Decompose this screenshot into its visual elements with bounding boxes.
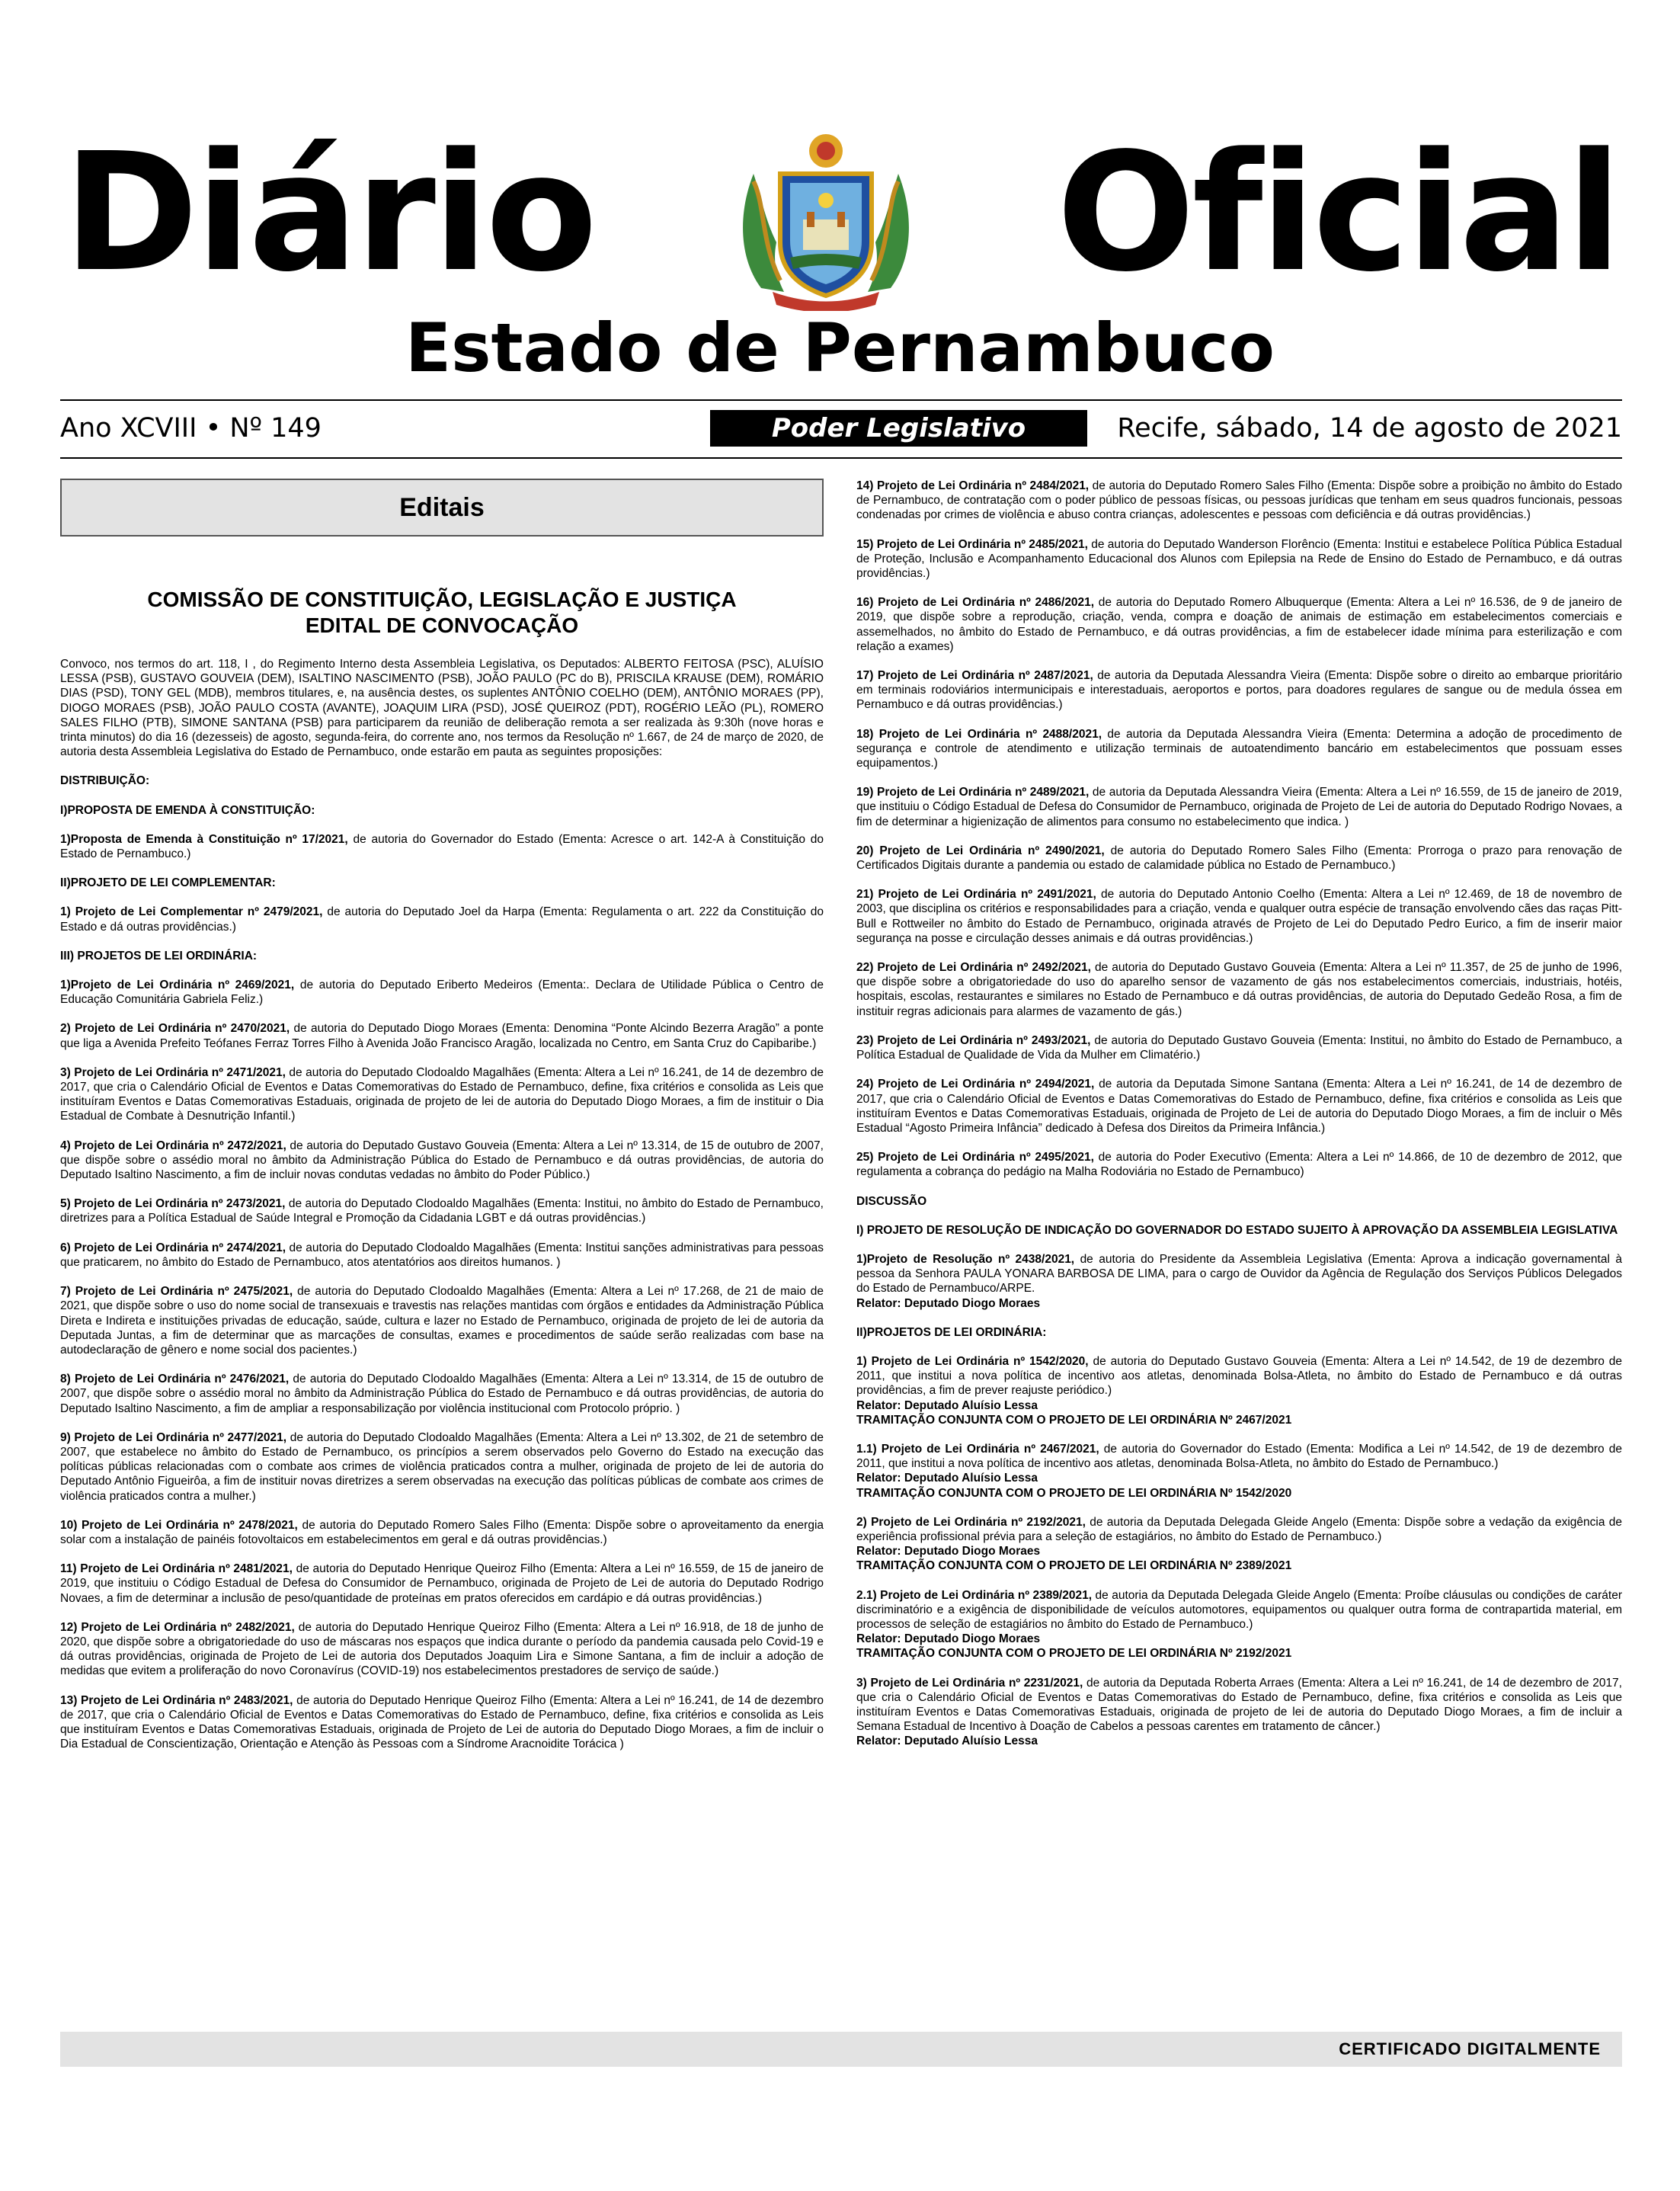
ordinary-heading-2: II)PROJETOS DE LEI ORDINÁRIA:: [856, 1325, 1047, 1339]
list-item: 3) Projeto de Lei Ordinária nº 2231/2021, de autoria da Deputada Roberta Arraes (Ementa: Altera a Lei nº 16.241, de 14 de dezembro de 2017, que cria o Calendário Oficial de Eventos e Datas Comemorativas do Estado de Pernambuco, define, fixa critérios e consolida as Leis que instituíram Eventos e Datas Comemorativas Estaduais, originada de projeto de lei de autoria do Deputado Diogo Moraes, a fim de incluir a Semana Estadual de Incentivo à Doação de Cabelos a pessoas carentes em tratamento de câncer.) Relator: Deputado Aluísio Lessa: [856, 1676, 1622, 1748]
masthead-subtitle: Estado de Pernambuco: [405, 309, 1275, 387]
list-item: 5) Projeto de Lei Ordinária nº 2473/2021, de autoria do Deputado Clodoaldo Magalhães (Ementa: Institui, no âmbito do Estado de Pernambuco, diretrizes para a Política Estadual de Saúde Integral e Promoção da Cidadania LGBT e dá outras providências.): [60, 1197, 824, 1225]
list-item: 14) Projeto de Lei Ordinária nº 2484/2021, de autoria do Deputado Romero Sales Filho (Ementa: Dispõe sobre a proibição no âmbito do Estado de Pernambuco, de contratação com o poder público de pessoas físicas, ou pessoas jurídicas que tenham em seus quadros funcionais, pessoas condenadas por crimes de violência e abuso contra crianças, adolescentes e pessoas com deficiência e dá outras providências.): [856, 479, 1623, 522]
joint-processing-line: TRAMITAÇÃO CONJUNTA COM O PROJETO DE LEI ORDINÁRIA Nº 1542/2020: [856, 1486, 1292, 1500]
document-title-line1: COMISSÃO DE CONSTITUIÇÃO, LEGISLAÇÃO E JUSTIÇA: [147, 588, 737, 611]
discussion-items-list: [856, 1354, 1622, 1749]
masthead: [60, 118, 1622, 308]
bottom-rule: [60, 457, 1622, 459]
right-column: [856, 479, 1622, 1763]
amendment-item: 1)Proposta de Emenda à Constituição nº 17/2021, de autoria do Governador do Estado (Ementa: Acresce o art. 142-A à Constituição do Estado de Pernambuco.): [60, 832, 824, 861]
masthead-title-left: Diário: [63, 118, 595, 308]
list-item: 2.1) Projeto de Lei Ordinária nº 2389/2021, de autoria da Deputada Delegada Gleide Angelo (Ementa: Proíbe cláusulas ou condições de caráter discriminatório e a exigência de disponibilidade de veículos automotores, equipamentos ou qualquer outra forma de contrapartida material, em processos de seleção de estagiários no âmbito do Estado de Pernambuco.) Relator: Deputado Diogo Moraes TRAMITAÇÃO CONJUNTA COM O PROJETO DE LEI ORDINÁRIA Nº 2192/2021: [856, 1588, 1622, 1661]
list-item: 13) Projeto de Lei Ordinária nº 2483/2021, de autoria do Deputado Henrique Queiroz Filho (Ementa: Altera a Lei nº 16.241, de 14 de dezembro de 2017, que cria o Calendário Oficial de Eventos e Datas Comemorativas do Estado de Pernambuco, define, fixa critérios e consolida as Leis que instituíram Eventos e Datas Comemorativas Estaduais, originada de Projeto de Lei de autoria do Deputado Diogo Moraes, a fim de incluir o Dia Estadual de Conscientização, Orientação e Atenção às Pessoas com a Síndrome Aracnoidite Torácica ): [60, 1693, 824, 1751]
distribution-heading: DISTRIBUIÇÃO:: [60, 774, 150, 788]
list-item: 2) Projeto de Lei Ordinária nº 2470/2021, de autoria do Deputado Diogo Moraes (Ementa: Denomina “Ponte Alcindo Bezerra Aragão” a ponte que liga a Avenida Prefeito Teófanes Ferraz Torres Filho à Avenida João Francisco Aragão, localizada no Centro, em Santa Cruz do Capibaribe.): [60, 1022, 824, 1050]
list-item: 7) Projeto de Lei Ordinária nº 2475/2021, de autoria do Deputado Clodoaldo Magalhães (Ementa: Altera a Lei nº 17.268, de 21 de maio de 2021, que dispõe sobre o uso do nome social de transexuais e travestis nas relações mantidas com órgãos e entidades da Administração Pública Direta e Indireta e instituições privadas de educação, saúde, cultura e lazer no Estado de Pernambuco, originada de projeto de lei de autoria da Deputada Juntas, a fim de determinar que as marcações de consultas, exames e procedimentos de saúde serão realizadas com base na autodeclaração de gênero e nome social dos pacientes.): [60, 1285, 824, 1357]
top-rule: [60, 399, 1622, 401]
edition-number: Ano XCVIII • Nº 149: [60, 413, 322, 444]
complementary-item: 1) Projeto de Lei Complementar nº 2479/2021, de autoria do Deputado Joel da Harpa (Ementa: Regulamenta o art. 222 da Constituição do Estado e dá outras providências.): [60, 905, 824, 934]
masthead-title-right: Oficial: [1056, 118, 1619, 308]
edition-bar: [60, 406, 1622, 450]
list-item: 16) Projeto de Lei Ordinária nº 2486/2021, de autoria do Deputado Romero Albuquerque (Ementa: Altera a Lei nº 16.536, de 9 de janeiro de 2019, que dispõe sobre a reprodução, criação, venda, compra e doação de animais de estimação em estabelecimentos comerciais e assemelhados, no âmbito do Estado de Pernambuco, e dá outras providências, a fim de estabelecer idade mínima para esterilização e com relação a exames): [856, 596, 1622, 653]
list-item: 15) Projeto de Lei Ordinária nº 2485/2021, de autoria do Deputado Wanderson Florêncio (Ementa: Institui e estabelece Política Pública Estadual de Proteção, Inclusão e Acompanhamento Educacional dos Alunos com Epilepsia na Rede de Ensino do Estado de Pernambuco, e dá outras providências.): [856, 537, 1622, 581]
amendment-heading: I)PROPOSTA DE EMENDA À CONSTITUIÇÃO:: [60, 803, 315, 817]
joint-processing-line: TRAMITAÇÃO CONJUNTA COM O PROJETO DE LEI ORDINÁRIA Nº 2467/2021: [856, 1413, 1292, 1427]
joint-processing-line: TRAMITAÇÃO CONJUNTA COM O PROJETO DE LEI ORDINÁRIA Nº 2389/2021: [856, 1559, 1292, 1573]
list-item: 19) Projeto de Lei Ordinária nº 2489/2021, de autoria da Deputada Alessandra Vieira (Ementa: Altera a Lei nº 16.559, de 15 de janeiro de 2019, que instituiu o Código Estadual de Defesa do Consumidor de Pernambuco, originada de Projeto de Lei de autoria do Deputado Rodrigo Novaes, a fim de determinar a higienização de alimentos para consumo no estabelecimento que indica. ): [856, 786, 1622, 828]
document-title-line2: EDITAL DE CONVOCAÇÃO: [305, 613, 579, 637]
list-item: 12) Projeto de Lei Ordinária nº 2482/2021, de autoria do Deputado Henrique Queiroz Filho (Ementa: Altera a Lei nº 16.918, de 18 de junho de 2020, que dispõe sobre a obrigatoriedade do uso de máscaras nos espaços que indica durante o período da pandemia causada pelo Covid-19 e dá outras providências, originada de Projeto de Lei de autoria dos Deputados Joaquim Lira e Simone Santana, a fim de incluir a adoção de medidas que evitem a proliferação do novo Coronavírus (COVID-19) nos estabelecimentos prestadores de serviço de saúde.): [60, 1620, 824, 1678]
document-title: [60, 587, 824, 639]
intro-paragraph: Convoco, nos termos do art. 118, I , do Regimento Interno desta Assembleia Legislativa, os Deputados: ALBERTO FEITOSA (PSC), ALUÍSIO LESSA (PSB), GUSTAVO GOUVEIA (DEM), ISALTINO NASCIMENTO (PSB), JOÃO PAULO (PC do B), PRISCILA KRAUSE (DEM), ROMÁRIO DIAS (PSD), TONY GEL (MDB), membros titulares, e, na ausência destes, os suplentes ANTÔNIO COELHO (DEM), ANTÔNIO MORAES (PP), DIOGO MORAES (PSB), JOÃO PAULO COSTA (AVANTE), JOAQUIM LIRA (PSD), JOSÉ QUEIROZ (PDT), ROGÉRIO LEÃO (PL), ROMERO SALES FILHO (PTB), SIMONE SANTANA (PSB) para participarem da reunião de deliberação remota a ser realizada às 9:30h (nove horas e trinta minutos) do dia 16 (dezesseis) de agosto, segunda-feira, do corrente ano, nos termos da Resolução nº 1.667, de 24 de março de 2020, de autoria desta Assembleia Legislativa do Estado de Pernambuco, onde estarão em pauta as seguintes proposições:: [60, 658, 824, 759]
relator-line: Relator: Deputado Aluísio Lessa: [856, 1735, 1038, 1748]
joint-processing-line: TRAMITAÇÃO CONJUNTA COM O PROJETO DE LEI ORDINÁRIA Nº 2192/2021: [856, 1647, 1292, 1661]
relator-line: Relator: Deputado Aluísio Lessa: [856, 1472, 1038, 1485]
relator-line: Relator: Deputado Diogo Moraes: [856, 1632, 1041, 1646]
list-item: 1) Projeto de Lei Ordinária nº 1542/2020, de autoria do Deputado Gustavo Gouveia (Ementa: Altera a Lei nº 14.542, de 19 de dezembro de 2011, que institui a nova política de incentivo aos atletas, denominada Bolsa-Atleta, no âmbito do Estado de Pernambuco e dá outras providências, a fim de prever reajuste periódico.) Relator: Deputado Aluísio Lessa TRAMITAÇÃO CONJUNTA COM O PROJETO DE LEI ORDINÁRIA Nº 2467/2021: [856, 1354, 1622, 1427]
list-item: 22) Projeto de Lei Ordinária nº 2492/2021, de autoria do Deputado Gustavo Gouveia (Ementa: Altera a Lei nº 11.357, de 25 de junho de 1996, que dispõe sobre a obrigatoriedade do uso do aparelho sensor de vazamento de gás nos estabelecimentos comerciais, industriais, hotéis, hospitais, escolas, restaurantes e similares no Estado de Pernambuco e dá outras providências, de autoria do Deputado Gedeão Rosa, a fim de instituir regras adicionais para alarmes de vazamento de gás.): [856, 961, 1623, 1018]
footer-bar: [60, 2032, 1622, 2067]
list-item: 20) Projeto de Lei Ordinária nº 2490/2021, de autoria do Deputado Romero Sales Filho (Ementa: Prorroga o prazo para renovação de Certificados Digitais durante a pandemia ou estado de calamidade pública no Estado de Pernambuco.): [856, 844, 1622, 873]
relator-line: Relator: Deputado Diogo Moraes: [856, 1545, 1041, 1558]
digital-certificate-label: CERTIFICADO DIGITALMENTE: [1339, 2039, 1601, 2058]
list-item: 21) Projeto de Lei Ordinária nº 2491/2021, de autoria do Deputado Antonio Coelho (Ementa: Altera a Lei nº 12.469, de 18 de novembro de 2003, que disciplina os critérios e responsabilidades para a criação, venda e qualquer outra espécie de transação envolvendo cães das raças Pitt-Bull e Rottweiler no âmbito do Estado de Pernambuco, originada através de Projeto de Lei do Deputado Pedro Eurico, a fim de inserir maior segurança na posse e circulação desses animais e dá outras providências.): [856, 888, 1622, 945]
ordinary-heading: III) PROJETOS DE LEI ORDINÁRIA:: [60, 949, 258, 963]
list-item: 23) Projeto de Lei Ordinária nº 2493/2021, de autoria do Deputado Gustavo Gouveia (Ementa: Institui, no âmbito do Estado de Pernambuco, a Política Estadual de Qualidade de Vida da Mulher em Climatério.): [856, 1033, 1623, 1062]
list-item: 10) Projeto de Lei Ordinária nº 2478/2021, de autoria do Deputado Romero Sales Filho (Ementa: Dispõe sobre o aproveitamento da energia solar com a instalação de painéis fotovoltaicos em estabelecimentos em geral e dá outras providências.): [60, 1518, 824, 1546]
list-item: 8) Projeto de Lei Ordinária nº 2476/2021, de autoria do Deputado Clodoaldo Magalhães (Ementa: Altera a Lei nº 13.314, de 15 de outubro de 2007, que dispõe sobre o assédio moral no âmbito da Administração Pública do Estado de Pernambuco e dá outras providências, de autoria do Deputado Isaltino Nascimento, a fim de ampliar a responsabilização por violência institucional com Protocolo próprio. ): [60, 1373, 824, 1415]
list-item: 11) Projeto de Lei Ordinária nº 2481/2021, de autoria do Deputado Henrique Queiroz Filho (Ementa: Altera a Lei nº 16.559, de 15 de janeiro de 2019, que instituiu o Código Estadual de Defesa do Consumidor de Pernambuco, originada de Projeto de Lei de autoria do Deputado Rodrigo Novaes, a fim de determinar a inclusão de peso/quantidade de proteínas em pratos oferecidos em cardápio e dá outras providências.): [60, 1562, 824, 1605]
list-item: 1.1) Projeto de Lei Ordinária nº 2467/2021, de autoria do Governador do Estado (Ementa: Modifica a Lei nº 14.542, de 19 de dezembro de 2011, que institui a nova política de incentivo aos atletas, denominada Bolsa-Atleta, no âmbito do Estado de Pernambuco.) Relator: Deputado Aluísio Lessa TRAMITAÇÃO CONJUNTA COM O PROJETO DE LEI ORDINÁRIA Nº 1542/2020: [856, 1442, 1622, 1500]
list-item: 24) Projeto de Lei Ordinária nº 2494/2021, de autoria da Deputada Simone Santana (Ementa: Altera a Lei nº 16.241, de 14 de dezembro de 2017, que cria o Calendário Oficial de Eventos e Datas Comemorativas do Estado de Pernambuco, define, fixa critérios e consolida as Leis que instituíram Eventos e Datas Comemorativas Estaduais, originada de Projeto de Lei de autoria do Deputado Diogo Moraes, a fim de incluir o Mês Estadual “Agosto Primeira Infância” dedicado à Defesa dos Direitos da Primeira Infância.): [856, 1078, 1622, 1135]
discussion-heading: DISCUSSÃO: [856, 1194, 927, 1208]
list-item: 2) Projeto de Lei Ordinária nº 2192/2021, de autoria da Deputada Delegada Gleide Angelo (Ementa: Dispõe sobre a vedação da exigência de experiência profissional prévia para a seleção de estagiários, no âmbito do Estado de Pernambuco.) Relator: Deputado Diogo Moraes TRAMITAÇÃO CONJUNTA COM O PROJETO DE LEI ORDINÁRIA Nº 2389/2021: [856, 1515, 1622, 1573]
pernambuco-coat-of-arms-icon: [731, 128, 921, 311]
list-item: 9) Projeto de Lei Ordinária nº 2477/2021, de autoria do Deputado Clodoaldo Magalhães (Ementa: Altera a Lei nº 13.302, de 21 de setembro de 2007, que estabelece no âmbito do Estado de Pernambuco, os princípios a serem observados pelo Governo do Estado na execução das políticas públicas relacionadas com o combate aos crimes de violência praticados contra a mulher, originada de projeto de lei de autoria do Deputado Antônio Figueirôa, a fim de instituir novas diretrizes a serem observadas na execução das políticas públicas de combate aos crimes de violência praticados contra a mulher.): [60, 1430, 824, 1503]
left-items-list: [60, 978, 824, 1751]
branch-label: Poder Legislativo: [710, 410, 1087, 447]
list-item: 1)Projeto de Lei Ordinária nº 2469/2021, de autoria do Deputado Eriberto Medeiros (Ementa:. Declara de Utilidade Pública o Centro de Educação Comunitária Gabriela Feliz.): [60, 979, 824, 1007]
list-item: 3) Projeto de Lei Ordinária nº 2471/2021, de autoria do Deputado Clodoaldo Magalhães (Ementa: Altera a Lei nº 16.241, de 14 de dezembro de 2017, que cria o Calendário Oficial de Eventos e Datas Comemorativas do Estado de Pernambuco, define, fixa critérios e consolida as Leis que instituíram Eventos e Datas Comemorativas Estaduais, originada de projeto de lei de autoria do Deputado Diogo Moraes, a fim de instituir o Dia Estadual de Combate à Desnutrição Infantil.): [60, 1065, 824, 1123]
edition-date: Recife, sábado, 14 de agosto de 2021: [1117, 413, 1622, 444]
resolution-heading: I) PROJETO DE RESOLUÇÃO DE INDICAÇÃO DO GOVERNADOR DO ESTADO SUJEITO À APROVAÇÃO DA ASSEMBLEIA LEGISLATIVA: [856, 1223, 1618, 1237]
list-item: 18) Projeto de Lei Ordinária nº 2488/2021, de autoria da Deputada Alessandra Vieira (Ementa: Determina a adoção de procedimento de segurança e controle de atendimento e utilização terminais de autoatendimento bancário em estabelecimentos que possuam esses equipamentos.): [856, 727, 1622, 770]
list-item: 6) Projeto de Lei Ordinária nº 2474/2021, de autoria do Deputado Clodoaldo Magalhães (Ementa: Institui sanções administrativas para pessoas que praticarem, no âmbito do Estado de Pernambuco, atos atentatórios aos direitos humanos. ): [60, 1241, 824, 1269]
list-item: 25) Projeto de Lei Ordinária nº 2495/2021, de autoria do Poder Executivo (Ementa: Altera a Lei nº 14.866, de 10 de dezembro de 2012, que regulamenta a cobrança do pedágio na Malha Rodoviária no Estado de Pernambuco): [856, 1151, 1623, 1179]
resolution-item: 1)Projeto de Resolução nº 2438/2021, de autoria do Presidente da Assembleia Legislativa (Ementa: Aprova a indicação governamental à pessoa da Senhora PAULA YONARA BARBOSA DE LIMA, para o cargo de Ouvidor da Agência de Regulação dos Serviços Públicos Delegados do Estado de Pernambuco/ARPE. Relator: Deputado Diogo Moraes: [856, 1252, 1622, 1310]
list-item: 4) Projeto de Lei Ordinária nº 2472/2021, de autoria do Deputado Gustavo Gouveia (Ementa: Altera a Lei nº 13.314, de 15 de outubro de 2007, que dispõe sobre o assédio moral no âmbito da Administração Pública do Estado de Pernambuco e dá outras providências, de autoria do Deputado Isaltino Nascimento, a fim de incluir novas condutas vedadas no âmbito do Poder Público.): [60, 1139, 824, 1182]
left-column: [60, 479, 824, 1766]
list-item: 17) Projeto de Lei Ordinária nº 2487/2021, de autoria da Deputada Alessandra Vieira (Ementa: Dispõe sobre o direito ao embarque prioritário em terminais rodoviários intermunicipais e interestaduais, aeroportos e portos, para doadores regulares de sangue ou de medula óssea em Pernambuco e dá outras providências.): [856, 669, 1623, 712]
relator-line: Relator: Deputado Aluísio Lessa: [856, 1398, 1038, 1412]
section-header: Editais: [60, 479, 824, 537]
right-items-list: [856, 479, 1622, 1180]
complementary-heading: II)PROJETO DE LEI COMPLEMENTAR:: [60, 876, 276, 890]
